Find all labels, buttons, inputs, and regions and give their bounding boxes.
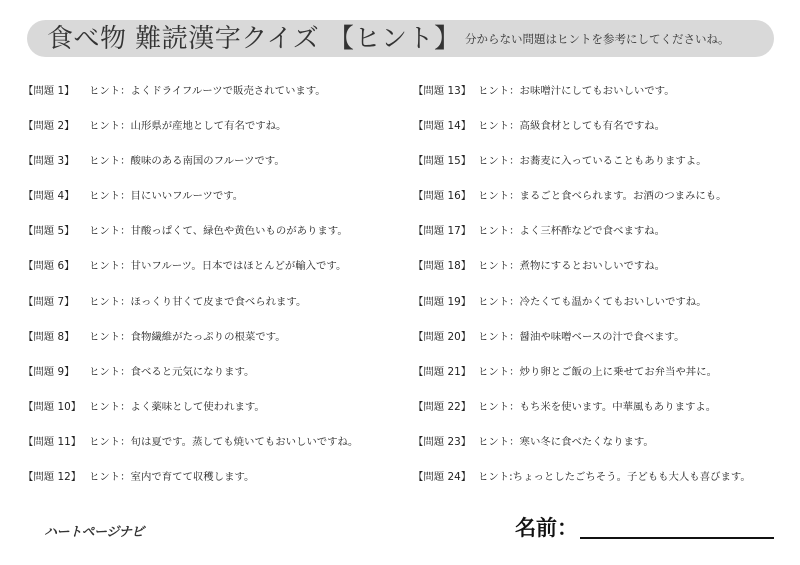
question-number: 【問題 8】 [23,330,75,343]
name-label: 名前： [515,516,578,540]
hint-text: ヒント：食物繊維がたっぷりの根菜です。 [89,330,286,343]
question-number: 【問題 15】 [413,155,472,168]
hint-text: ヒント：醤油や味噌ベースの汁で食べます。 [478,330,685,343]
question-number: 【問題 18】 [413,260,472,273]
hint-row [413,470,793,505]
question-number: 【問題 23】 [413,435,472,448]
question-number: 【問題 22】 [413,400,472,413]
hint-row [23,365,403,400]
hint-text: ヒント：目にいいフルーツです。 [89,190,244,203]
hint-row [413,84,793,119]
question-number: 【問題 14】 [413,120,472,133]
question-number: 【問題 6】 [23,260,75,273]
question-number: 【問題 17】 [413,225,472,238]
hint-row [413,189,793,224]
question-number: 【問題 4】 [23,190,75,203]
hint-text: ヒント：高級食材としても有名ですね。 [478,120,666,133]
question-number: 【問題 24】 [413,471,472,484]
hint-row [23,470,403,505]
page-title: 食べ物 難読漢字クイズ 【ヒント】 [47,24,461,54]
question-number: 【問題 12】 [23,471,82,484]
hint-text: ヒント：甘酸っぱくて、緑色や黄色いものがあります。 [89,225,348,238]
hint-text: ヒント：よく三杯酢などで食べますね。 [478,225,666,238]
hint-text: ヒント：甘いフルーツ。日本ではほとんどが輸入です。 [89,260,347,273]
question-number: 【問題 20】 [413,330,472,343]
hint-text: ヒント：山形県が産地として有名ですね。 [89,120,287,133]
hint-row [413,330,793,365]
hint-row [413,435,793,470]
hint-row [23,119,403,154]
hint-row [23,189,403,224]
hint-row [413,295,793,330]
question-number: 【問題 1】 [23,85,75,97]
hint-text: ヒント：ほっくり甘くて皮まで食べられます。 [89,295,307,308]
hint-text: ヒント：お蕎麦に入っていることもありますよ。 [478,155,707,168]
hint-list-left [23,84,403,505]
hint-row [23,84,403,119]
question-number: 【問題 11】 [23,435,82,448]
hint-row [413,119,793,154]
question-number: 【問題 13】 [413,85,472,97]
hint-row [23,400,403,435]
hint-row [413,259,793,294]
hint-text: ヒント：まるごと食べられます。お酒のつまみにも。 [478,190,727,203]
question-number: 【問題 2】 [23,120,75,133]
question-number: 【問題 9】 [23,365,75,378]
hint-text: ヒント：よくドライフルーツで販売されています。 [89,85,326,97]
hint-row [23,259,403,294]
hint-text: ヒント：室内で育てて収穫します。 [89,471,255,484]
hint-row [413,224,793,259]
hint-text: ヒント：寒い冬に食べたくなります。 [478,435,654,448]
hint-text: ヒント：冷たくても温かくてもおいしいですね。 [478,295,707,308]
hint-row [23,154,403,189]
header-banner [27,20,774,57]
hint-row [413,400,793,435]
hint-text: ヒント：炒り卵とご飯の上に乗せてお弁当や丼に。 [478,365,717,378]
hint-list-right [413,84,793,505]
page-subtitle: 分からない問題はヒントを参考にしてくださいね。 [465,32,730,46]
hint-text: ヒント：よく薬味として使われます。 [89,400,265,413]
hint-text: ヒント：お味噌汁にしてもおいしいです。 [478,85,675,97]
question-number: 【問題 19】 [413,295,472,308]
hint-row [413,365,793,400]
hint-text: ヒント:ちょっとしたごちそう。子どもも大人も喜びます。 [478,471,751,484]
hint-row [413,154,793,189]
question-number: 【問題 3】 [23,155,75,168]
hint-row [23,224,403,259]
question-number: 【問題 16】 [413,190,472,203]
hint-text: ヒント：もち米を使います。中華風もありますよ。 [478,400,717,413]
question-number: 【問題 7】 [23,295,75,308]
hint-text: ヒント：酸味のある南国のフルーツです。 [89,155,285,168]
hint-row [23,330,403,365]
hint-row [23,295,403,330]
brand-logo: ハートページナビ [44,525,144,540]
hint-text: ヒント：煮物にするとおいしいですね。 [478,260,666,273]
question-number: 【問題 5】 [23,225,75,238]
question-number: 【問題 21】 [413,365,472,378]
question-number: 【問題 10】 [23,400,82,413]
hint-row [23,435,403,470]
name-write-line [580,537,774,539]
hint-text: ヒント：食べると元気になります。 [89,365,255,378]
hint-text: ヒント：旬は夏です。蒸しても焼いてもおいしいですね。 [89,435,359,448]
